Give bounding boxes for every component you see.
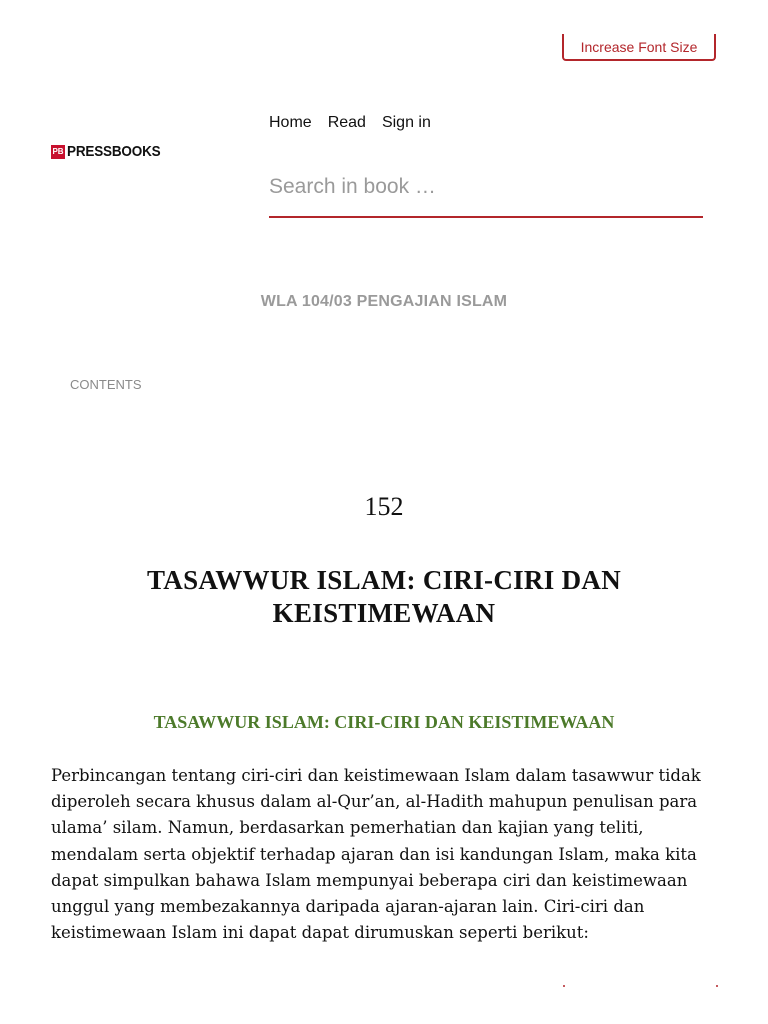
chapter-title: TASAWWUR ISLAM: CIRI-CIRI DAN KEISTIMEWAAN: [147, 565, 621, 628]
contents-toggle[interactable]: CONTENTS: [70, 377, 142, 392]
pressbooks-logo[interactable]: [51, 143, 171, 160]
increase-font-size-button[interactable]: Increase Font Size: [562, 34, 716, 61]
decorative-dot-left: [563, 985, 565, 987]
nav-sign-in-link[interactable]: Sign in: [381, 114, 431, 131]
chapter-body-paragraph: Perbincangan tentang ciri-ciri dan keistimewaan Islam dalam tasawwur tidak diperoleh secara khusus dalam al-Qur’an, al-Hadith mahupun penulisan para ulama’ silam. Namun, berdasarkan pemerhatian dan kajian yang teliti, mendalam serta objektif terhadap ajaran dan isi kandungan Islam, maka kita dapat simpulkan bahawa Islam mempunyai beberapa ciri dan keistimewaan unggul yang membezakannya daripada ajaran-ajaran lain. Ciri-ciri dan keistimewaan Islam ini dapat dapat dirumuskan seperti berikut:: [51, 766, 701, 943]
pressbooks-logo-mark: PB: [51, 145, 65, 159]
nav-read-link[interactable]: Read: [327, 114, 366, 131]
search-input[interactable]: [269, 158, 703, 218]
section-heading: TASAWWUR ISLAM: CIRI-CIRI DAN KEISTIMEWAAN: [153, 712, 615, 732]
chapter-number: 152: [364, 492, 404, 521]
decorative-dot-right: [716, 985, 718, 987]
main-nav: [269, 114, 431, 132]
nav-home-link[interactable]: Home: [269, 114, 312, 131]
book-title: WLA 104/03 PENGAJIAN ISLAM: [260, 293, 508, 310]
pressbooks-logo-text: PRESSBOOKS: [67, 143, 161, 160]
